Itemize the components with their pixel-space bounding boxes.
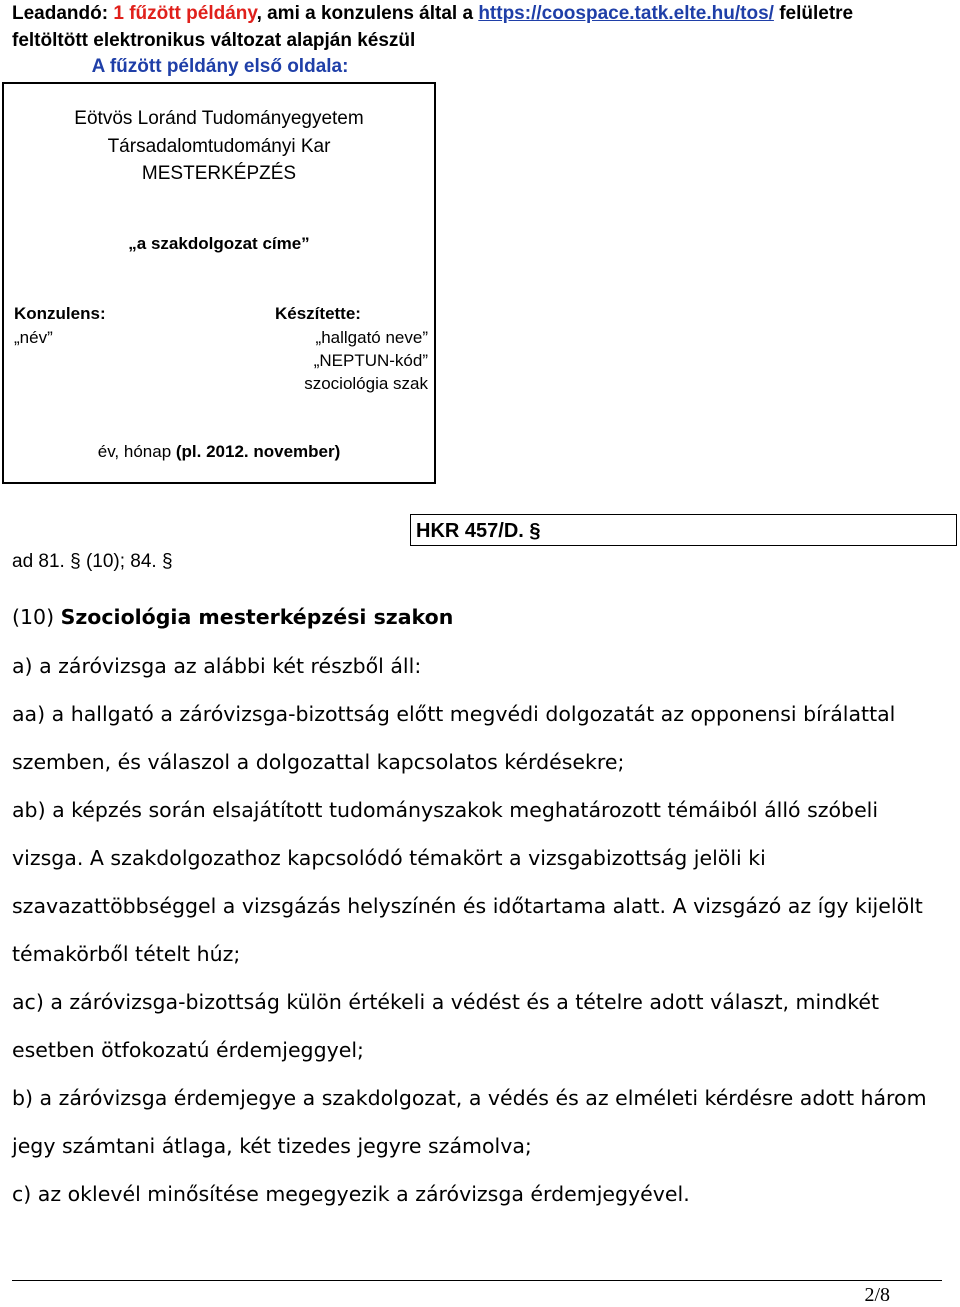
- copy-count: 1 fűzött példány: [113, 3, 257, 24]
- body-line: vizsga. A szakdolgozathoz kapcsolódó témakört a vizsgabizottság jelöli ki: [12, 846, 766, 870]
- submission-note-line-1: Leadandó: 1 fűzött példány, ami a konzulens által a https://coospace.tatk.elte.hu/tos/ felületre: [12, 3, 854, 24]
- body-line: jegy számtani átlaga, két tizedes jegyre számolva;: [12, 1134, 532, 1158]
- page-number: 2/8: [864, 1284, 890, 1306]
- body-line: ab) a képzés során elsajátított tudományszakok meghatározott témáiból álló szóbeli: [12, 798, 879, 822]
- date-placeholder: év, hónap (pl. 2012. november): [97, 442, 341, 461]
- body-line: témakörből tételt húz;: [12, 942, 241, 966]
- body-line: szemben, és válaszol a dolgozattal kapcsolatos kérdésekre;: [12, 750, 625, 774]
- advisor-label: Konzulens:: [14, 304, 106, 323]
- body-line: c) az oklevél minősítése megegyezik a záróvizsga érdemjegyével.: [12, 1182, 690, 1206]
- university-name: Eötvös Loránd Tudományegyetem: [74, 108, 364, 129]
- program-name: MESTERKÉPZÉS: [141, 163, 297, 184]
- cover-page-caption: A fűzött példány első oldala:: [91, 56, 349, 77]
- body-line: aa) a hallgató a záróvizsga-bizottság előtt megvédi dolgozatát az opponensi bírálattal: [12, 702, 896, 726]
- ad-reference: ad 81. § (10); 84. §: [12, 551, 173, 572]
- body-line: esetben ötfokozatú érdemjeggyel;: [12, 1038, 364, 1062]
- faculty-name: Társadalomtudományi Kar: [107, 136, 331, 157]
- submission-note-line-2: feltöltött elektronikus változat alapján készül: [12, 30, 416, 51]
- author-label: Készítette:: [275, 304, 361, 323]
- body-line: szavazattöbbséggel a vizsgázás helyszínén és időtartama alatt. A vizsgázó az így kijelölt: [12, 894, 923, 918]
- body-line: b) a záróvizsga érdemjegye a szakdolgozat, a védés és az elméleti kérdésre adott három: [12, 1086, 927, 1110]
- hkr-reference: HKR 457/D. §: [416, 520, 541, 542]
- major-name: szociológia szak: [304, 374, 428, 393]
- footer-rule: [12, 1280, 942, 1281]
- body-line: a) a záróvizsga az alábbi két részből áll:: [12, 654, 422, 678]
- coospace-link[interactable]: https://coospace.tatk.elte.hu/tos/: [478, 3, 774, 24]
- section-heading: (10) Szociológia mesterképzési szakon: [12, 605, 454, 629]
- body-line: ac) a záróvizsga-bizottság külön értékeli a védést és a tételre adott választ, mindkét: [12, 990, 880, 1014]
- author-name-placeholder: „hallgató neve”: [315, 328, 428, 347]
- advisor-name-placeholder: „név”: [14, 328, 53, 347]
- neptun-code-placeholder: „NEPTUN-kód”: [313, 351, 428, 370]
- thesis-title-placeholder: „a szakdolgozat címe”: [128, 234, 310, 253]
